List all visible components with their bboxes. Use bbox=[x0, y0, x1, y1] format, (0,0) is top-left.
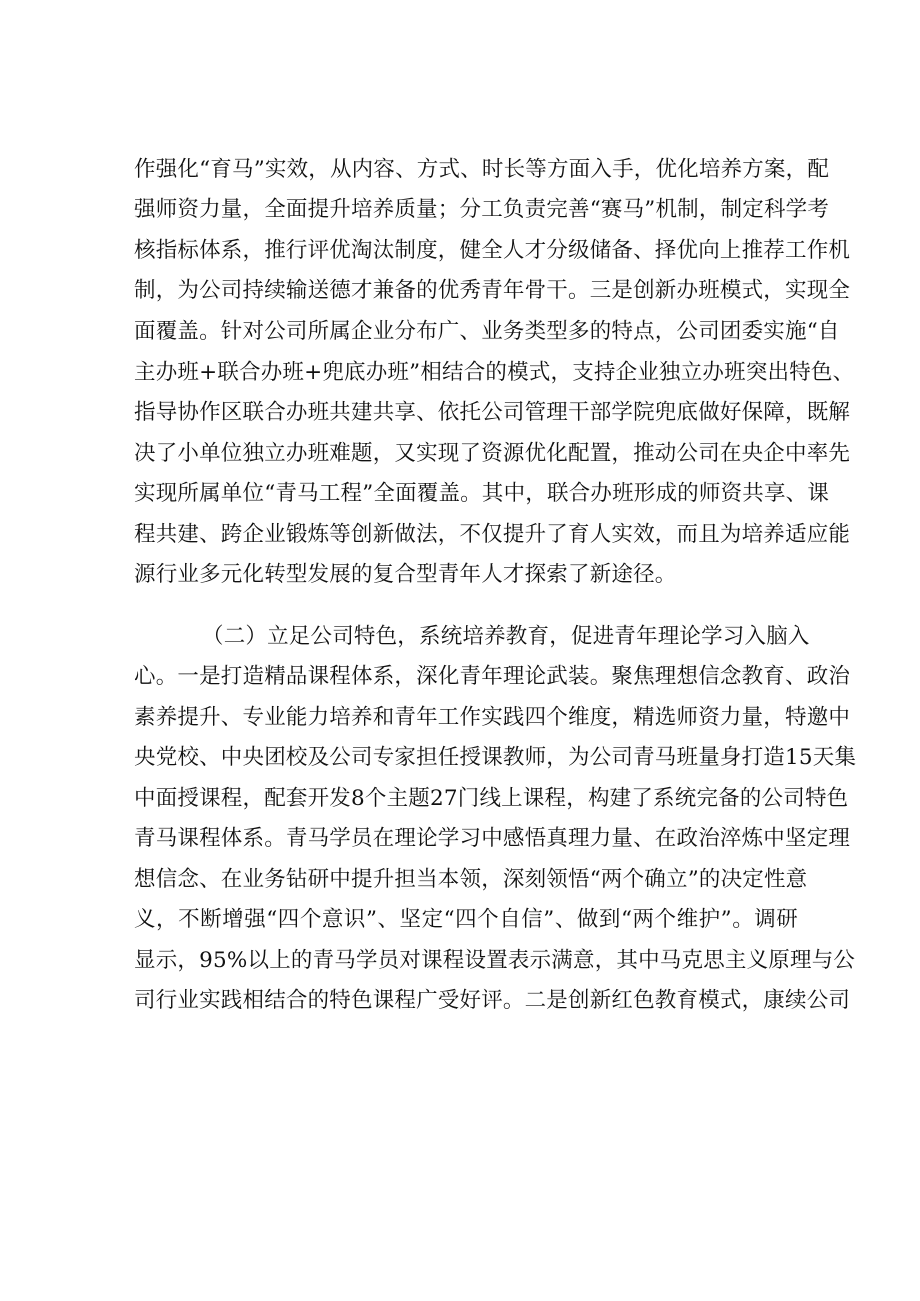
paragraph-1-line-5: 面覆盖。针对公司所属企业分布广、业务类型多的特点，公司团委实施“自 bbox=[134, 319, 840, 344]
paragraph-1-line-6: 主办班+联合办班+兜底办班”相结合的模式，支持企业独立办班突出特色、 bbox=[134, 360, 855, 385]
paragraph-1-line-8: 决了小单位独立办班难题，又实现了资源优化配置，推动公司在央企中率先 bbox=[134, 441, 851, 466]
paragraph-1-line-7: 指导协作区联合办班共建共享、依托公司管理干部学院兜底做好保障，既解 bbox=[134, 400, 851, 425]
paragraph-2-line-9: 显示，95%以上的青马学员对课程设置表示满意，其中马克思主义原理与公 bbox=[134, 948, 856, 973]
paragraph-1-line-1: 作强化“育马”实效，从内容、方式、时长等方面入手，优化培养方案，配 bbox=[134, 157, 830, 182]
paragraph-2-line-4: 央党校、中央团校及公司专家担任授课教师，为公司青马班量身打造15天集 bbox=[134, 745, 857, 770]
paragraph-2-line-8: 义，不断增强“四个意识”、坚定“四个自信”、做到“两个维护”。调研 bbox=[134, 907, 798, 932]
paragraph-1-line-3: 核指标体系，推行评优淘汰制度，健全人才分级储备、择优向上推荐工作机 bbox=[134, 238, 851, 263]
paragraph-2-line-6: 青马课程体系。青马学员在理论学习中感悟真理力量、在政治淬炼中坚定理 bbox=[134, 826, 851, 851]
paragraph-1-line-9: 实现所属单位“青马工程”全面覆盖。其中，联合办班形成的师资共享、课 bbox=[134, 481, 830, 506]
paragraph-1-line-2: 强师资力量，全面提升培养质量；分工负责完善“赛马”机制，制定科学考 bbox=[134, 197, 830, 222]
paragraph-2-line-2: 心。一是打造精品课程体系，深化青年理论武装。聚焦理想信念教育、政治 bbox=[134, 664, 851, 689]
paragraph-1-line-11: 源行业多元化转型发展的复合型青年人才探索了新途径。 bbox=[134, 562, 677, 587]
paragraph-2-line-5: 中面授课程，配套开发8个主题27门线上课程，构建了系统完备的公司特色 bbox=[134, 786, 849, 811]
paragraph-1-line-4: 制，为公司持续输送德才兼备的优秀青年骨干。三是创新办班模式，实现全 bbox=[134, 278, 851, 303]
paragraph-2-line-3: 素养提升、专业能力培养和青年工作实践四个维度，精选师资力量，特邀中 bbox=[134, 705, 851, 730]
paragraph-2-line-10: 司行业实践相结合的特色课程广受好评。二是创新红色教育模式，康续公司 bbox=[134, 988, 851, 1013]
paragraph-1-line-10: 程共建、跨企业锻炼等创新做法，不仅提升了育人实效，而且为培养适应能 bbox=[134, 522, 851, 547]
paragraph-2-line-1: （二）立足公司特色，系统培养教育，促进青年理论学习入脑入 bbox=[202, 624, 810, 649]
paragraph-2-line-7: 想信念、在业务钻研中提升担当本领，深刻领悟“两个确立”的决定性意 bbox=[134, 867, 808, 892]
